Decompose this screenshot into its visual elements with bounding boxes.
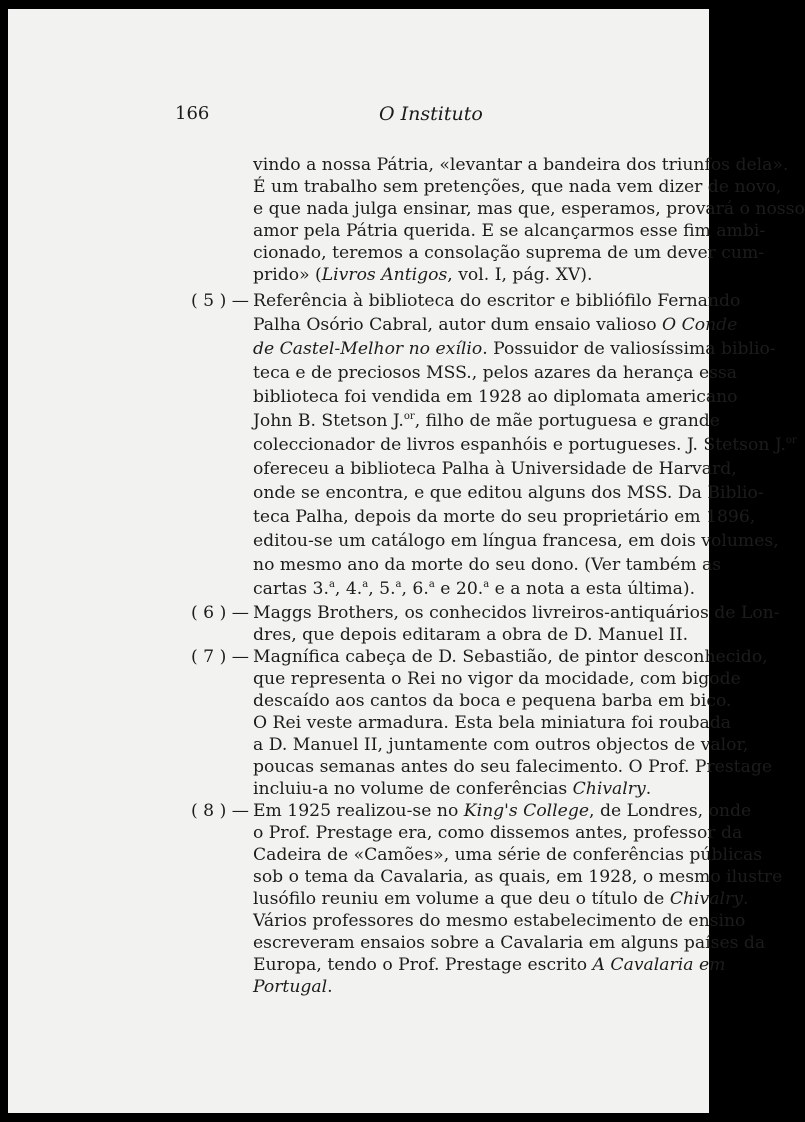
note-number: ( 8 ) — <box>191 801 249 821</box>
page-header <box>175 103 535 127</box>
note-number: ( 5 ) — <box>191 291 249 311</box>
note-number: ( 7 ) — <box>191 647 249 667</box>
page-number: 166 <box>175 103 210 124</box>
book-page: 166 O Instituto vindo a nossa Pátria, «levantar a bandeira dos triunfos dela». É um trabalho sem pretenções, que nada vem dizer de novo, e que nada julga ensinar, mas que, esperamos, provará o nosso amor pela Pátria querida. E se alcançarmos esse fim ambi- cionado, teremos a consolação suprema de um dever cum- prido» (Livros Antigos, vol. I, pág. XV). ( 5 ) — Referência à biblioteca do escritor e bibliófilo Fernando Palha Osório Cabral, autor dum ensaio valioso O Conde de Castel-Melhor no exílio. Possuidor de valiosíssima biblio- teca e de preciosos MSS., pelos azares da herança essa biblioteca foi vendida em 1928 ao diplomata americano John B. Stetson J.$^{or}$, filho de mãe portuguesa e grande coleccionador de livros espanhóis e portugueses. J. Stetson J.$^{or}$ ofereceu a biblioteca Palha à Universidade de Harvard, onde se encontra, e que editou alguns dos MSS. Da Biblio- teca Palha, depois da morte do seu proprietário em 1896, editou-se um catálogo em língua francesa, em dois volumes, no mesmo ano da morte do seu dono. (Ver também as cartas 3.$^a$, 4.$^a$, 5.$^a$, 6.$^a$ e 20.$^a$ e a nota a esta última). ( 6 ) — Maggs Brothers, os conhecidos livreiros-antiquários de Lon- dres, que depois editaram a obra de D. Manuel II. ( 7 ) — Magnífica cabeça de D. Sebastião, de pintor desconhecido, que representa o Rei no vigor da mocidade, com bigode descaído aos cantos da boca e pequena barba em bico. O Rei veste armadura. Esta bela miniatura foi roubada a D. Manuel II, juntamente com outros objectos de valor, poucas semanas antes do seu falecimento. O Prof. Prestage incluiu-a no volume de conferências Chivalry. ( 8 ) — Em 1925 realizou-se no King's College, de Londres, onde o Prof. Prestage era, como dissemos antes, professor da Cadeira de «Camões», uma série de conferências públicas sob o tema da Cavalaria, as quais, em 1928, o mesmo ilustre lusófilo reuniu em volume a que deu o título de Chivalry. Vários professores do mesmo estabelecimento de ensino escreveram ensaios sobre a Cavalaria em alguns países da Europa, tendo o Prof. Prestage escrito A Cavalaria em Portugal. <box>8 9 709 1113</box>
note-number: ( 6 ) — <box>191 603 249 623</box>
running-title: O Instituto <box>379 103 483 125</box>
